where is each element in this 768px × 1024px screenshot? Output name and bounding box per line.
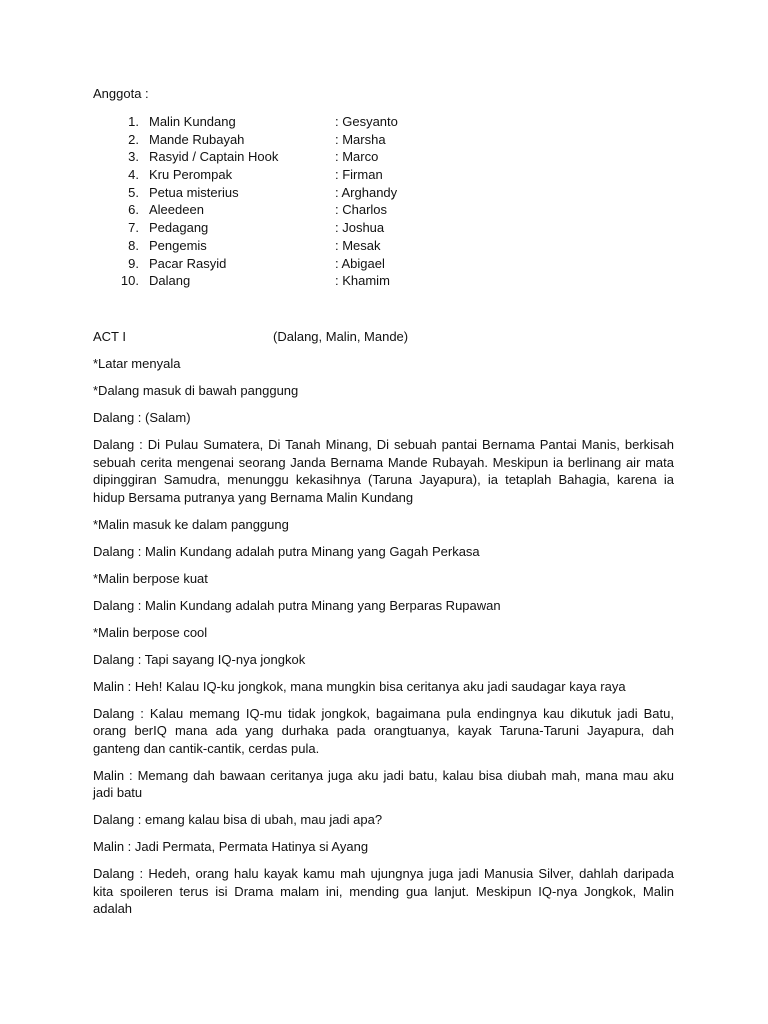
cast-row [110,167,530,185]
cast-number: 1. [128,114,139,129]
cast-role: Pedagang [149,220,209,236]
stage-direction: *Malin berpose kuat [93,570,208,586]
dialogue-line: Dalang : Malin Kundang adalah putra Minang yang Berparas Rupawan [93,597,501,613]
cast-number: 5. [128,184,139,200]
dialogue-line: Dalang : Kalau memang IQ-mu tidak jongkok, bagaimana pula endingnya kau dikutuk jadi Batu, orang berIQ mana ada yang durhaka pada orangtuanya, kayak Taruna-Taruni Jayapura, dah ganteng dan cantik-cantik, cerdas pula. [93,705,674,756]
dialogue-line: Dalang : Di Pulau Sumatera, Di Tanah Minang, Di sebuah pantai Bernama Pantai Manis, berkisah sebuah cerita mengenai seorang Janda Bernama Mande Rubayah. Meskipun ia berlinang air mata dipinggiran Samudra, menunggu kekasihnya (Taruna Jayapura), ia tetaplah Bahagia, karena ia hidup Bersama putranya yang Bernama Malin Kundang [93,437,674,505]
dialogue-line: Dalang : emang kalau bisa di ubah, mau jadi apa? [93,812,383,827]
cast-row [110,220,530,238]
cast-actor: : Marco [335,149,379,165]
cast-row [110,273,530,291]
cast-row [110,202,530,220]
cast-number: 3. [128,149,139,165]
dialogue-line: Malin : Jadi Permata, Permata Hatinya si Ayang [93,839,369,854]
dialogue-line: Dalang : Malin Kundang adalah putra Minang yang Gagah Perkasa [93,543,480,559]
cast-row [110,149,530,167]
cast-actor: : Gesyanto [335,114,398,129]
cast-row [110,114,530,132]
cast-actor: : Marsha [335,131,386,147]
cast-role: Pacar Rasyid [149,255,227,271]
stage-direction: *Dalang masuk di bawah panggung [93,383,299,398]
cast-row [110,132,530,150]
cast-role: Pengemis [149,237,207,253]
cast-role: Aleedeen [149,202,204,218]
stage-direction: *Malin berpose cool [93,624,208,640]
cast-number: 9. [128,255,139,271]
cast-role: Malin Kundang [149,114,236,129]
act-title: ACT I [93,329,126,344]
cast-row [110,185,530,203]
cast-actor: : Khamim [335,273,390,289]
cast-number: 8. [128,237,139,253]
cast-role: Rasyid / Captain Hook [149,149,279,165]
cast-role: Dalang [149,273,191,289]
members-heading: Anggota : [93,86,149,101]
cast-number: 7. [128,220,139,236]
cast-number: 10. [120,273,139,289]
dialogue-line: Malin : Memang dah bawaan ceritanya juga aku jadi batu, kalau bisa diubah mah, mana mau aku jadi batu [93,767,674,800]
cast-actor: : Charlos [335,202,388,218]
cast-number: 2. [128,131,139,147]
cast-row [110,256,530,274]
act-characters: (Dalang, Malin, Mande) [273,329,409,344]
cast-actor: : Joshua [335,220,385,236]
stage-direction: *Latar menyala [93,356,181,371]
cast-list [110,114,530,291]
act-header [93,328,674,346]
cast-role: Mande Rubayah [149,131,245,147]
script-body [93,328,674,927]
dialogue-line: Dalang : (Salam) [93,410,191,425]
cast-actor: : Arghandy [335,184,398,200]
stage-direction: *Malin masuk ke dalam panggung [93,516,289,532]
cast-number: 6. [128,202,139,218]
cast-role: Kru Perompak [149,167,233,183]
cast-row [110,238,530,256]
cast-number: 4. [128,167,139,183]
dialogue-line: Malin : Heh! Kalau IQ-ku jongkok, mana mungkin bisa ceritanya aku jadi saudagar kaya raya [93,678,626,694]
cast-actor: : Abigael [335,255,385,271]
cast-role: Petua misterius [149,184,239,200]
cast-actor: : Firman [335,167,383,183]
dialogue-line: Dalang : Tapi sayang IQ-nya jongkok [93,651,306,667]
dialogue-line: Dalang : Hedeh, orang halu kayak kamu mah ujungnya juga jadi Manusia Silver, dahlah daripada kita spoileren terus isi Drama malam ini, mending gua lanjut. Meskipun IQ-nya Jongkok, Malin adalah [93,866,674,916]
cast-actor: : Mesak [335,237,381,253]
